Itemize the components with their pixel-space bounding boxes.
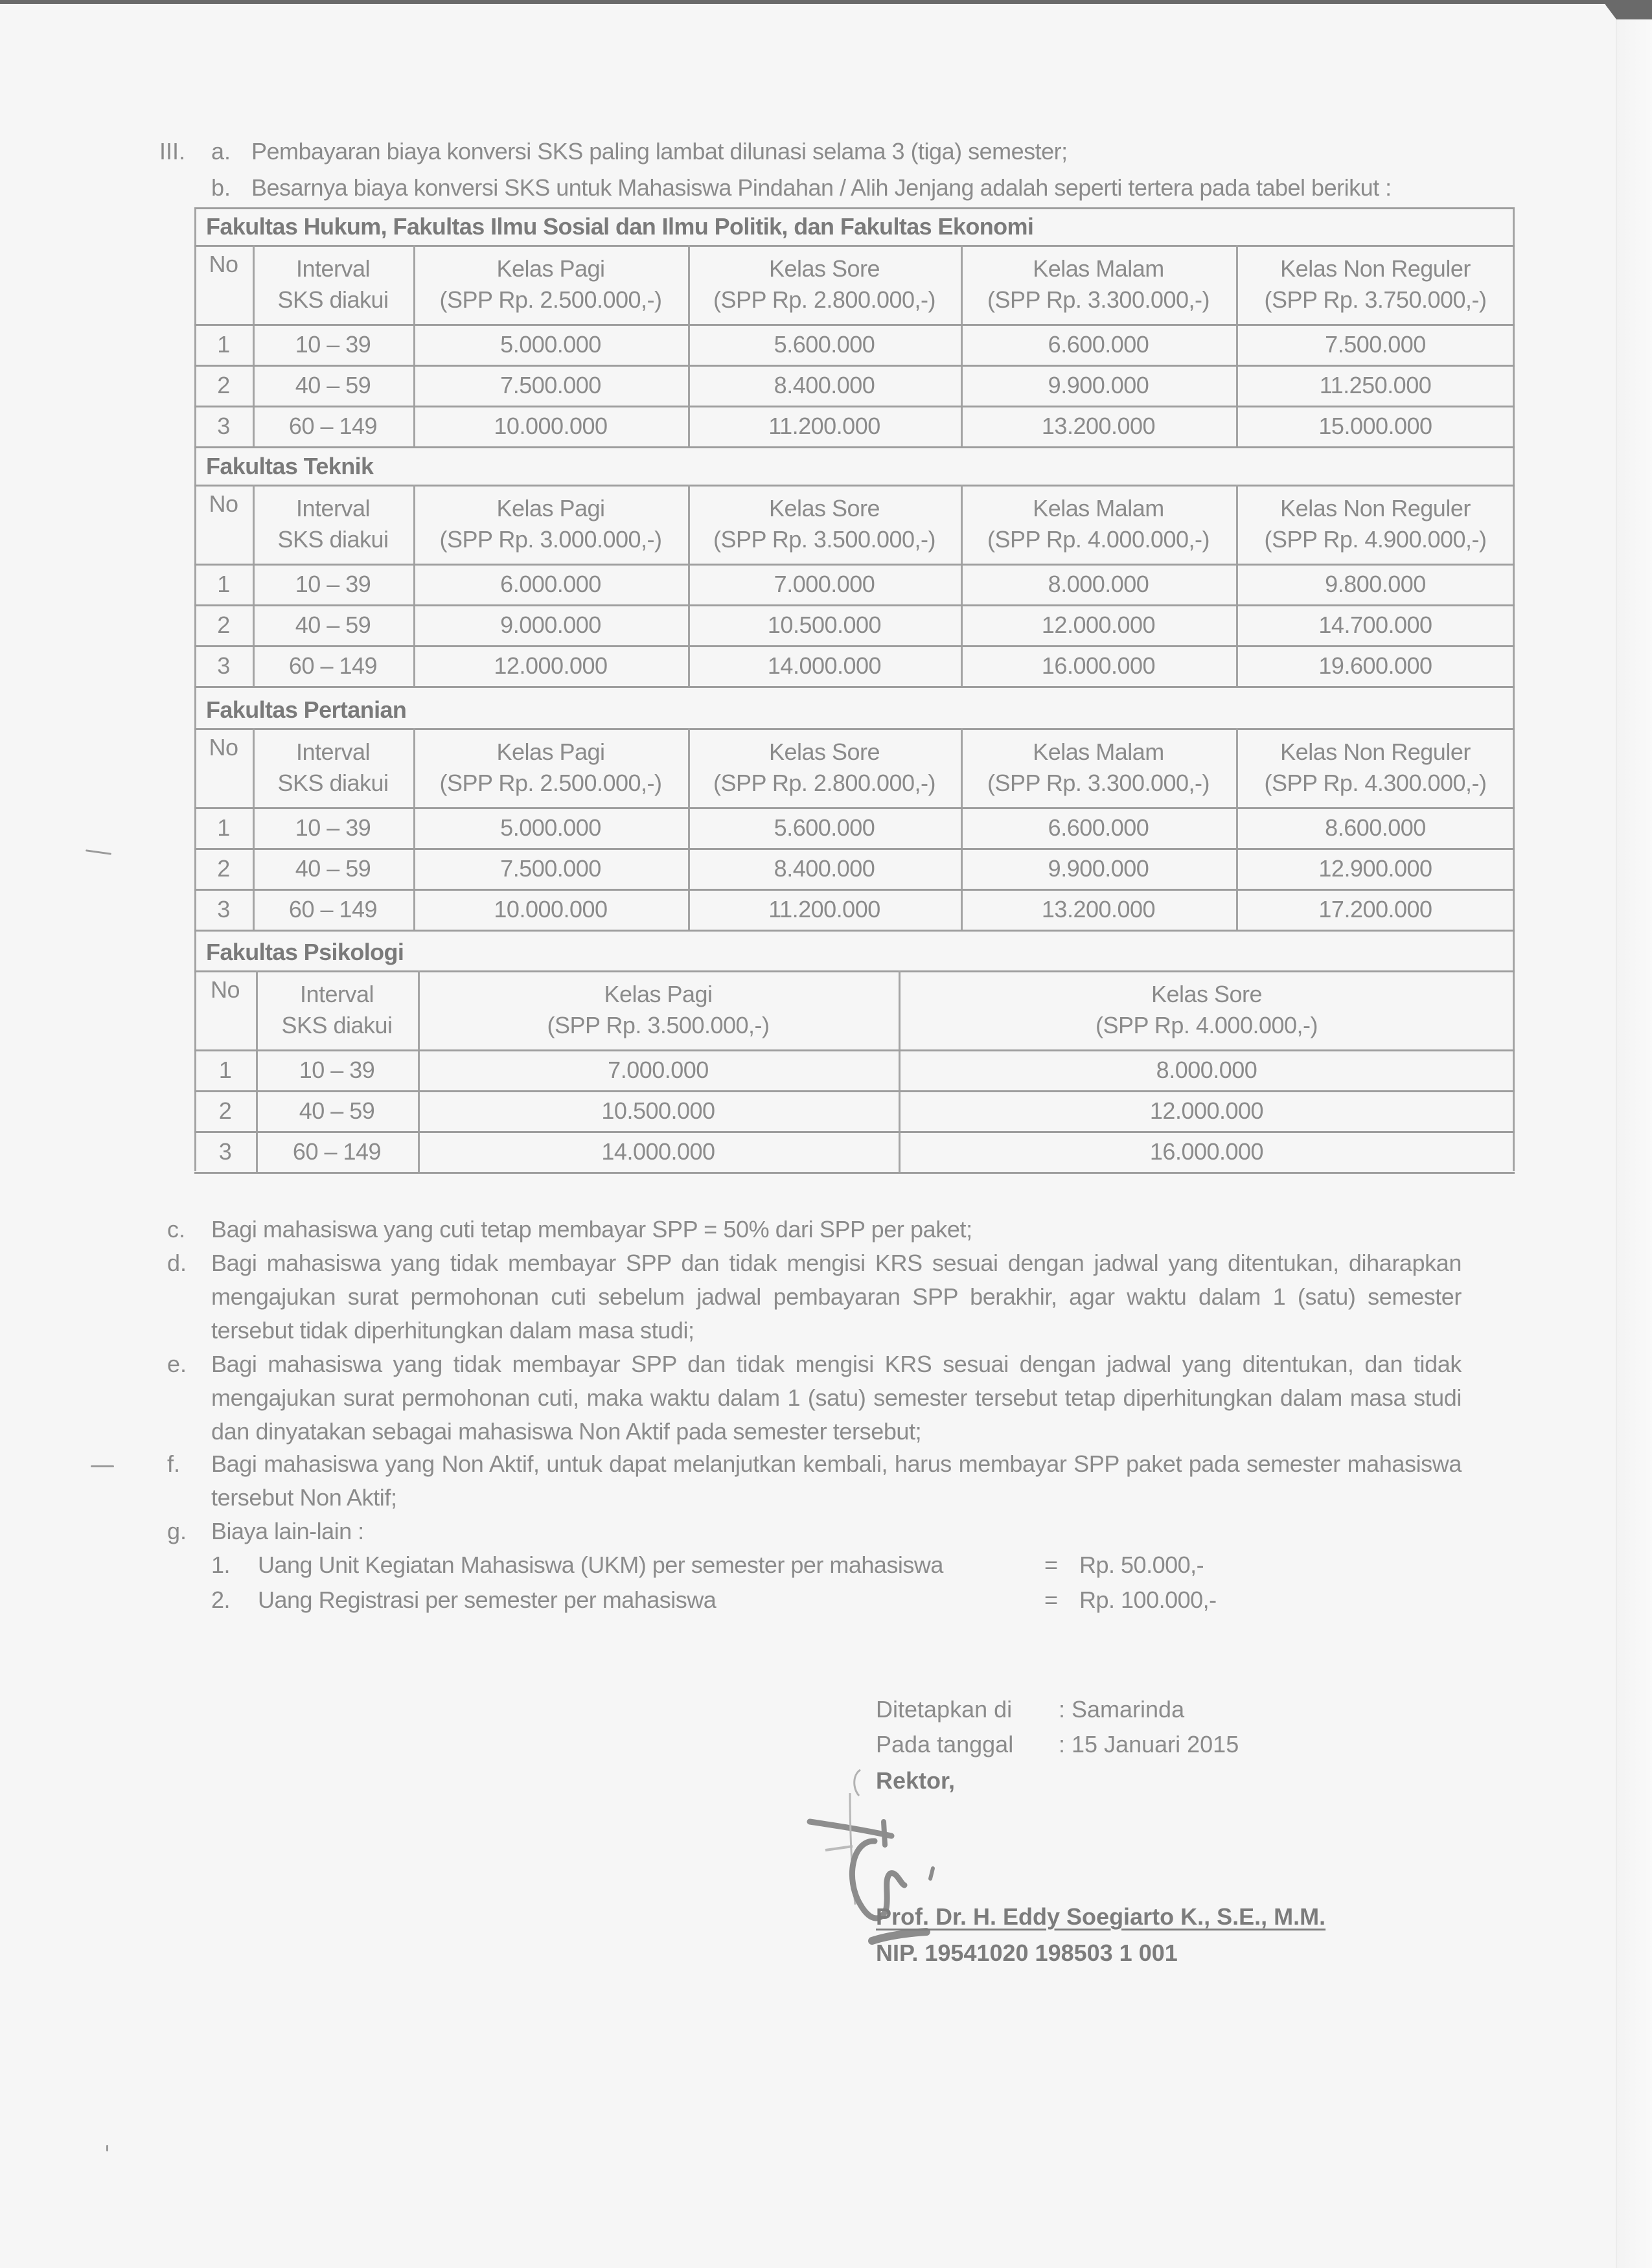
place-value: : Samarinda: [1059, 1696, 1185, 1723]
item-g-marker: g.: [167, 1518, 187, 1544]
header-interval-line: SKS diakui: [281, 1012, 393, 1038]
class-spp: (SPP Rp. 3.300.000,-): [987, 286, 1210, 313]
header-class: [961, 485, 1236, 564]
row-no: 3: [218, 1138, 232, 1165]
row-divider: [194, 930, 1515, 932]
fee-value: 12.000.000: [1149, 1097, 1264, 1124]
fee-value: 5.000.000: [500, 330, 601, 358]
header-class: [1236, 728, 1515, 807]
date-label: Pada tanggal: [876, 1731, 1014, 1758]
item-g-text: Biaya lain-lain :: [211, 1518, 364, 1544]
table-border-top: [194, 207, 1515, 209]
row-interval: 10 – 39: [299, 1056, 375, 1083]
row-no: 2: [217, 371, 230, 398]
fee-value: 12.900.000: [1318, 854, 1432, 882]
fee-value: 10.500.000: [601, 1097, 715, 1124]
fee-value: 15.000.000: [1318, 412, 1432, 439]
fee-label: Uang Registrasi per semester per mahasiswa: [258, 1586, 717, 1613]
class-name: Kelas Sore: [768, 255, 880, 282]
signatory-role: Rektor,: [876, 1767, 956, 1794]
header-interval-line: Interval: [295, 495, 371, 521]
header-interval-line: Interval: [295, 739, 371, 765]
class-spp: (SPP Rp. 4.300.000,-): [1264, 770, 1487, 796]
row-interval: 60 – 149: [288, 652, 378, 679]
scan-edge-right: [1616, 19, 1652, 2268]
class-name: Kelas Non Reguler: [1280, 495, 1471, 521]
header-interval: [256, 970, 418, 1049]
fee-value: 10.000.000: [494, 895, 608, 922]
class-name: Kelas Pagi: [604, 981, 713, 1007]
signatory-nip: NIP. 19541020 198503 1 001: [876, 1940, 1178, 1966]
class-spp: (SPP Rp. 4.000.000,-): [1095, 1012, 1318, 1038]
class-name: Kelas Malam: [1033, 495, 1164, 521]
fee-value: 8.400.000: [774, 371, 875, 398]
fee-equals: =: [1044, 1552, 1058, 1578]
fee-value: 14.000.000: [767, 652, 882, 679]
class-name: Kelas Pagi: [496, 495, 605, 521]
fee-value: 8.400.000: [774, 854, 875, 882]
fee-value: 8.000.000: [1156, 1056, 1257, 1083]
fee-value: 17.200.000: [1318, 895, 1432, 922]
header-class: [688, 728, 961, 807]
header-no: No: [210, 976, 240, 1003]
fee-value: 19.600.000: [1318, 652, 1432, 679]
header-class: [413, 485, 688, 564]
fee-label: Uang Unit Kegiatan Mahasiswa (UKM) per semester per mahasiswa: [258, 1552, 943, 1578]
section-title: Fakultas Teknik: [206, 453, 374, 479]
item-d-text: Bagi mahasiswa yang tidak membayar SPP dan tidak mengisi KRS sesuai dengan jadwal yang ditentukan, diharapkan mengajukan surat permohonan cuti sebelum jadwal pembayaran SPP berakhir, agar waktu dalam 1 (satu) semester tersebut tidak diperhitungkan dalam masa studi;: [211, 1250, 1462, 1344]
row-interval: 60 – 149: [288, 412, 378, 439]
speck: [91, 1465, 114, 1467]
fee-value: 6.600.000: [1048, 330, 1149, 358]
fee-value: 13.200.000: [1041, 412, 1156, 439]
section-title: Fakultas Pertanian: [206, 696, 407, 723]
header-interval: [253, 485, 413, 564]
fee-value: 7.500.000: [500, 371, 601, 398]
item-b-text: Besarnya biaya konversi SKS untuk Mahasiswa Pindahan / Alih Jenjang adalah seperti tertera pada tabel berikut :: [251, 174, 1392, 201]
header-interval-line: SKS diakui: [277, 286, 389, 313]
fee-value: 8.600.000: [1325, 814, 1426, 841]
row-divider: [194, 446, 1515, 448]
fee-value: 11.250.000: [1319, 371, 1432, 398]
class-spp: (SPP Rp. 3.300.000,-): [987, 770, 1210, 796]
header-interval-line: Interval: [295, 255, 371, 282]
item-c-text: Bagi mahasiswa yang cuti tetap membayar SPP = 50% dari SPP per paket;: [211, 1216, 972, 1243]
class-name: Kelas Sore: [768, 739, 880, 765]
class-spp: (SPP Rp. 3.500.000,-): [713, 526, 936, 553]
header-class: [688, 485, 961, 564]
fee-value: 13.200.000: [1041, 895, 1156, 922]
fee-amount: Rp. 100.000,-: [1079, 1586, 1217, 1613]
fee-value: 7.500.000: [500, 854, 601, 882]
row-no: 1: [217, 570, 230, 597]
header-no: No: [209, 251, 238, 277]
fee-value: 16.000.000: [1149, 1138, 1264, 1165]
fee-value: 11.200.000: [768, 895, 880, 922]
row-no: 3: [217, 895, 230, 922]
item-c-marker: c.: [167, 1216, 186, 1243]
header-class: [418, 970, 899, 1049]
header-interval-line: SKS diakui: [277, 770, 389, 796]
row-interval: 40 – 59: [295, 371, 371, 398]
conversion-fee-table: [194, 207, 1515, 1171]
fee-value: 7.000.000: [608, 1056, 709, 1083]
speck: [86, 849, 111, 855]
class-name: Kelas Malam: [1033, 739, 1164, 765]
speck: [106, 2145, 108, 2151]
item-f-text: Bagi mahasiswa yang Non Aktif, untuk dapat melanjutkan kembali, harus membayar SPP paket pada semester mahasiswa tersebut Non Aktif;: [211, 1450, 1462, 1511]
item-a-text: Pembayaran biaya konversi SKS paling lambat dilunasi selama 3 (tiga) semester;: [251, 138, 1068, 165]
row-interval: 10 – 39: [295, 814, 371, 841]
header-interval: [253, 728, 413, 807]
class-spp: (SPP Rp. 3.500.000,-): [547, 1012, 770, 1038]
row-divider: [194, 1172, 1515, 1174]
row-interval: 60 – 149: [288, 895, 378, 922]
section-title: Fakultas Hukum, Fakultas Ilmu Sosial dan Ilmu Politik, dan Fakultas Ekonomi: [206, 213, 1034, 240]
item-f-marker: f.: [167, 1450, 181, 1477]
item-a-marker: a.: [211, 138, 231, 165]
fee-value: 16.000.000: [1041, 652, 1156, 679]
item-e-marker: e.: [167, 1351, 187, 1377]
header-no: No: [209, 734, 238, 761]
row-no: 1: [218, 1056, 232, 1083]
fee-equals: =: [1044, 1586, 1058, 1613]
class-name: Kelas Sore: [1151, 981, 1263, 1007]
class-spp: (SPP Rp. 2.800.000,-): [713, 286, 936, 313]
date-value: : 15 Januari 2015: [1059, 1731, 1239, 1758]
row-interval: 40 – 59: [299, 1097, 375, 1124]
class-spp: (SPP Rp. 2.800.000,-): [713, 770, 936, 796]
header-class: [688, 245, 961, 324]
fee-value: 14.700.000: [1318, 611, 1432, 638]
fee-value: 5.600.000: [774, 330, 875, 358]
class-name: Kelas Sore: [768, 495, 880, 521]
header-class: [961, 245, 1236, 324]
header-class: [899, 970, 1515, 1049]
row-interval: 10 – 39: [295, 570, 371, 597]
class-name: Kelas Pagi: [496, 739, 605, 765]
fee-value: 9.800.000: [1325, 570, 1426, 597]
class-name: Kelas Pagi: [496, 255, 605, 282]
row-interval: 60 – 149: [292, 1138, 382, 1165]
row-interval: 10 – 39: [295, 330, 371, 358]
row-interval: 40 – 59: [295, 854, 371, 882]
class-name: Kelas Non Reguler: [1280, 255, 1471, 282]
fee-value: 9.000.000: [500, 611, 601, 638]
fee-amount: Rp. 50.000,-: [1079, 1552, 1204, 1578]
fee-value: 14.000.000: [601, 1138, 715, 1165]
row-no: 1: [217, 814, 230, 841]
header-class: [961, 728, 1236, 807]
row-divider: [194, 686, 1515, 688]
section-number: III.: [159, 138, 186, 165]
item-e-text: Bagi mahasiswa yang tidak membayar SPP dan tidak mengisi KRS sesuai dengan jadwal yang ditentukan, dan tidak mengajukan surat permohonan cuti, maka waktu dalam 1 (satu) semester tersebut tetap diperhitungkan dalam masa studi dan dinyatakan sebagai mahasiswa Non Aktif pada semester tersebut;: [211, 1351, 1462, 1445]
class-name: Kelas Non Reguler: [1280, 739, 1471, 765]
header-class: [1236, 485, 1515, 564]
fee-value: 8.000.000: [1048, 570, 1149, 597]
fee-value: 6.000.000: [500, 570, 601, 597]
item-d-marker: d.: [167, 1250, 187, 1276]
row-no: 2: [217, 854, 230, 882]
fee-value: 7.500.000: [1325, 330, 1426, 358]
row-no: 3: [217, 412, 230, 439]
header-interval-line: Interval: [299, 981, 374, 1007]
fee-value: 6.600.000: [1048, 814, 1149, 841]
item-b-marker: b.: [211, 174, 231, 201]
fee-number: 1.: [211, 1552, 231, 1578]
header-class: [413, 728, 688, 807]
fee-value: 7.000.000: [774, 570, 875, 597]
row-no: 2: [217, 611, 230, 638]
section-title: Fakultas Psikologi: [206, 939, 404, 965]
fee-value: 11.200.000: [768, 412, 880, 439]
class-spp: (SPP Rp. 4.900.000,-): [1264, 526, 1487, 553]
class-spp: (SPP Rp. 2.500.000,-): [439, 286, 662, 313]
signatory-name: Prof. Dr. H. Eddy Soegiarto K., S.E., M.M.: [876, 1903, 1326, 1930]
fee-value: 5.600.000: [774, 814, 875, 841]
fee-value: 9.900.000: [1048, 371, 1149, 398]
header-class: [413, 245, 688, 324]
fee-value: 10.500.000: [767, 611, 882, 638]
header-no: No: [209, 490, 238, 517]
class-name: Kelas Malam: [1033, 255, 1164, 282]
class-spp: (SPP Rp. 3.750.000,-): [1264, 286, 1487, 313]
fee-value: 10.000.000: [494, 412, 608, 439]
row-no: 2: [218, 1097, 232, 1124]
scan-edge-top: [0, 0, 1652, 4]
fee-number: 2.: [211, 1586, 231, 1613]
fee-value: 9.900.000: [1048, 854, 1149, 882]
fee-value: 12.000.000: [494, 652, 608, 679]
place-label: Ditetapkan di: [876, 1696, 1013, 1723]
header-interval: [253, 245, 413, 324]
row-interval: 40 – 59: [295, 611, 371, 638]
row-no: 1: [217, 330, 230, 358]
class-spp: (SPP Rp. 2.500.000,-): [439, 770, 662, 796]
class-spp: (SPP Rp. 3.000.000,-): [439, 526, 662, 553]
header-class: [1236, 245, 1515, 324]
row-no: 3: [217, 652, 230, 679]
fee-value: 5.000.000: [500, 814, 601, 841]
header-interval-line: SKS diakui: [277, 526, 389, 553]
class-spp: (SPP Rp. 4.000.000,-): [987, 526, 1210, 553]
fee-value: 12.000.000: [1041, 611, 1156, 638]
